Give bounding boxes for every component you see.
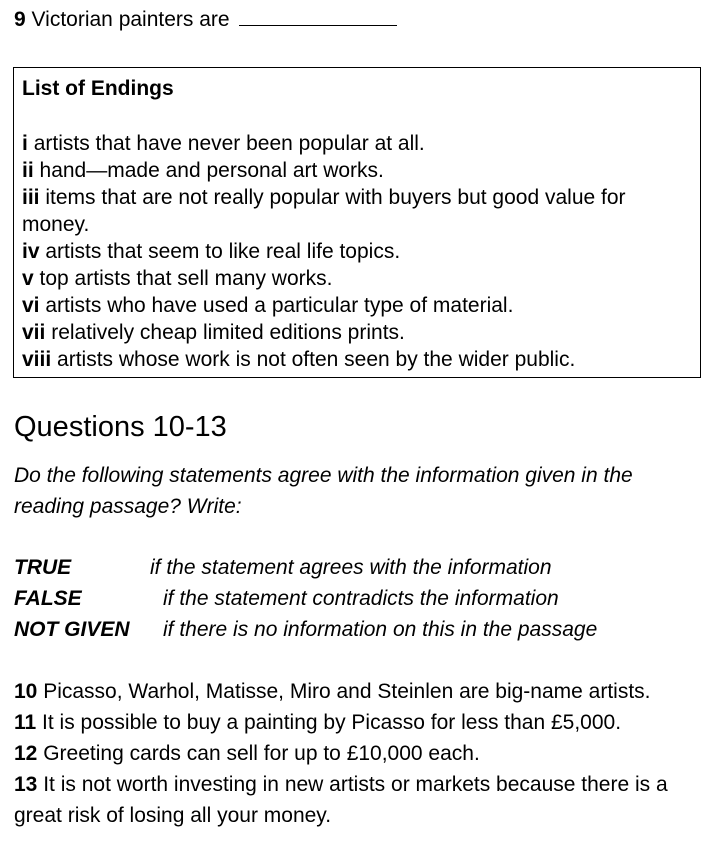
statement-text: It is not worth investing in new artists or markets because there is a great risk of losing all your money. bbox=[14, 773, 668, 827]
ending-text: artists whose work is not often seen by the wider public. bbox=[57, 348, 576, 371]
legend-row-false bbox=[14, 583, 714, 614]
answer-legend bbox=[14, 552, 714, 645]
ending-numeral: vii bbox=[22, 321, 46, 344]
ending-text: artists who have used a particular type of material. bbox=[45, 294, 514, 317]
question-9-text: Victorian painters are bbox=[31, 8, 230, 31]
statement-item bbox=[14, 676, 714, 707]
ending-text: artists that have never been popular at all. bbox=[33, 132, 425, 155]
ending-item bbox=[22, 157, 692, 184]
ending-text: hand—made and personal art works. bbox=[39, 159, 384, 182]
legend-row-not-given bbox=[14, 614, 714, 645]
ending-item bbox=[22, 319, 692, 346]
ending-item bbox=[22, 346, 692, 373]
legend-row-true bbox=[14, 552, 714, 583]
legend-key: TRUE bbox=[14, 556, 72, 579]
statement-number: 13 bbox=[14, 773, 38, 796]
ending-numeral: v bbox=[22, 267, 34, 290]
answer-blank[interactable] bbox=[239, 5, 397, 26]
statement-number: 11 bbox=[14, 711, 37, 734]
ending-numeral: vi bbox=[22, 294, 40, 317]
statement-text: Greeting cards can sell for up to £10,000 each. bbox=[43, 742, 480, 765]
ending-numeral: ii bbox=[22, 159, 34, 182]
section-heading: Questions 10-13 bbox=[14, 411, 227, 443]
ending-numeral: i bbox=[22, 132, 28, 155]
question-9-number: 9 bbox=[14, 8, 26, 31]
statement-number: 10 bbox=[14, 680, 38, 703]
statement-text: Picasso, Warhol, Matisse, Miro and Steinlen are big-name artists. bbox=[43, 680, 651, 703]
statement-item bbox=[14, 738, 714, 769]
ending-numeral: iii bbox=[22, 186, 40, 209]
legend-key: NOT GIVEN bbox=[14, 618, 130, 641]
ending-numeral: viii bbox=[22, 348, 52, 371]
ending-text: relatively cheap limited editions prints. bbox=[51, 321, 405, 344]
ending-item bbox=[22, 265, 692, 292]
statement-text: It is possible to buy a painting by Picasso for less than £5,000. bbox=[42, 711, 622, 734]
ending-item bbox=[22, 292, 692, 319]
legend-desc: if there is no information on this in the passage bbox=[163, 618, 598, 641]
ending-text: top artists that sell many works. bbox=[39, 267, 333, 290]
list-of-endings-box bbox=[13, 67, 701, 378]
ending-item bbox=[22, 238, 692, 265]
ending-item bbox=[22, 130, 692, 157]
statement-item bbox=[14, 707, 714, 738]
instruction-text: Do the following statements agree with the information given in the reading passage? Write: bbox=[14, 464, 633, 518]
question-9 bbox=[14, 5, 397, 33]
legend-key: FALSE bbox=[14, 587, 82, 610]
legend-desc: if the statement agrees with the information bbox=[150, 556, 552, 579]
statement-number: 12 bbox=[14, 742, 38, 765]
statement-item bbox=[14, 769, 714, 831]
ending-text: artists that seem to like real life topics. bbox=[45, 240, 401, 263]
ending-text: items that are not really popular with buyers but good value for money. bbox=[22, 186, 626, 236]
ending-item bbox=[22, 184, 692, 238]
ending-numeral: iv bbox=[22, 240, 40, 263]
endings-title: List of Endings bbox=[22, 77, 174, 100]
statements-list bbox=[14, 676, 714, 831]
legend-desc: if the statement contradicts the information bbox=[163, 587, 559, 610]
